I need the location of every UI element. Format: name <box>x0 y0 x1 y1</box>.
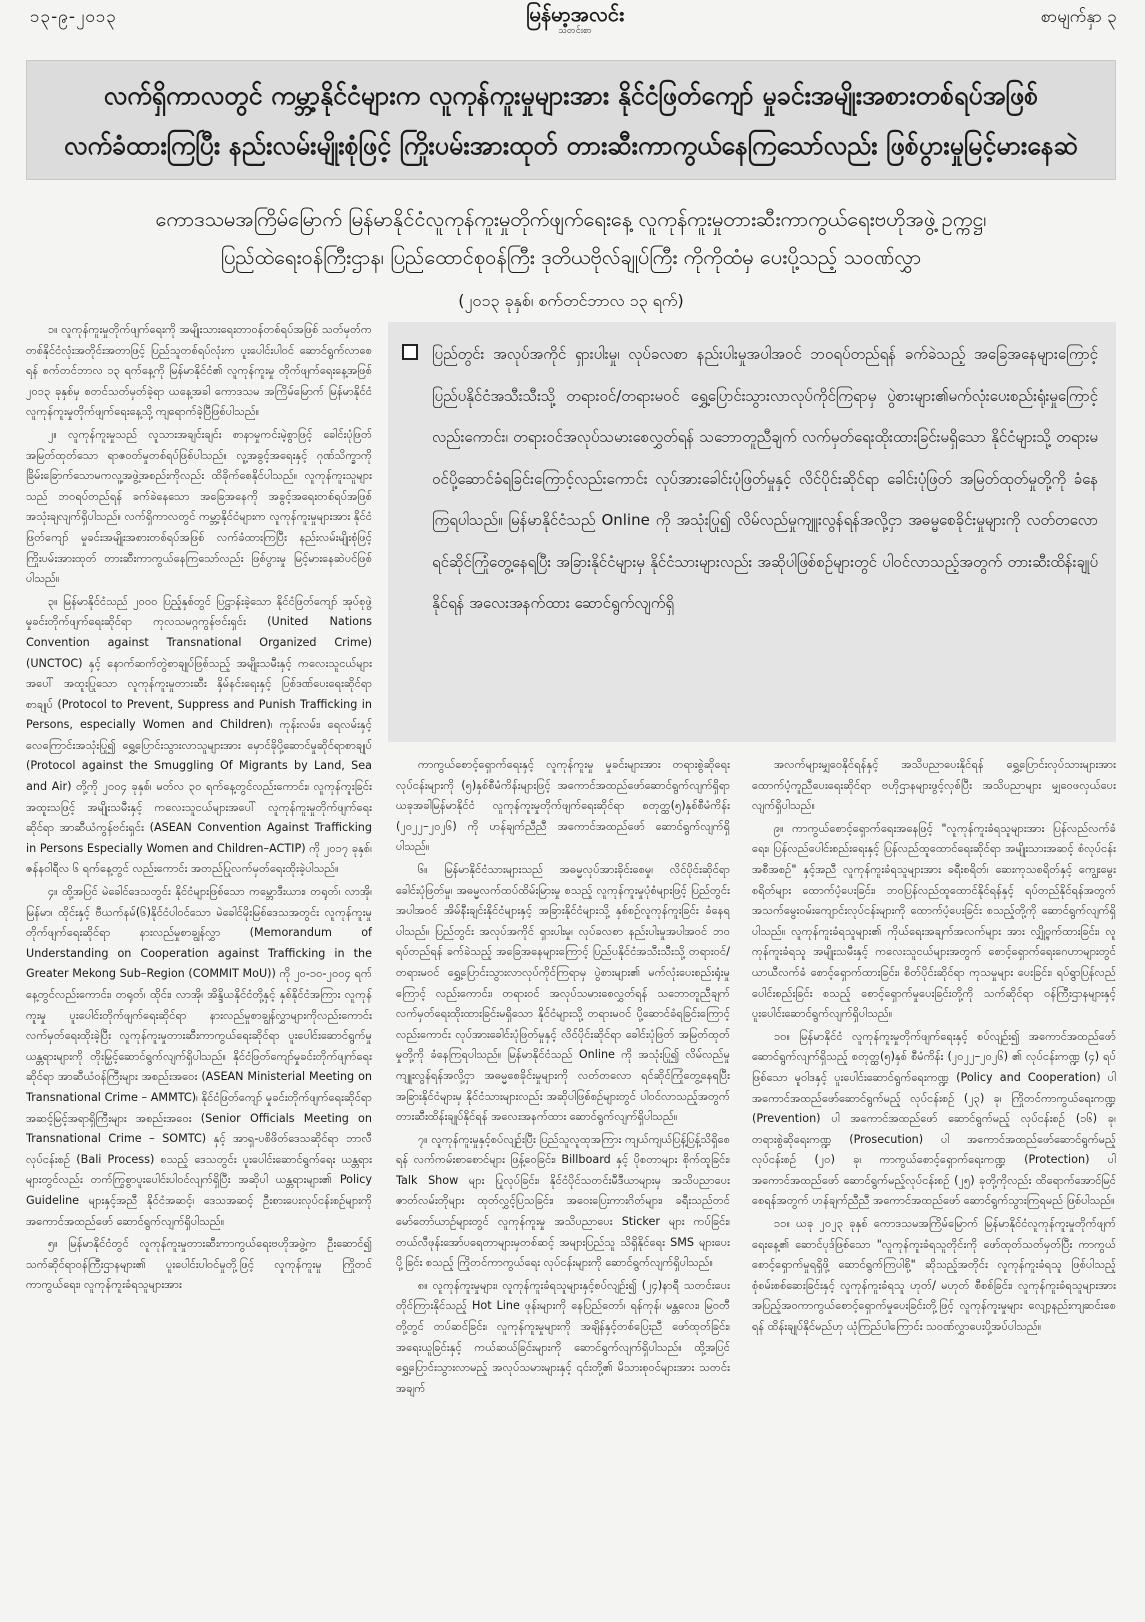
paragraph: ၇။ လူကုန်ကူးမှုနှင့်စပ်လျဉ်းပြီး ပြည်သူလူထုအကြား ကျယ်ကျယ်ပြန့်ပြန့်သိရှိစေရန် လက်ကမ်းစာစောင်များ ဖြန့်ဝေခြင်း၊ Billboard နှင့် ပိုစတာများ စိုက်ထူခြင်း၊ Talk Show များ ပြုလုပ်ခြင်း၊ နိုင်ငံပိုင်သတင်းမီဒီယာများမှ အသိပညာပေးဇာတ်လမ်းတိုများ ထုတ်လွှင့်ပြသခြင်း၊ အဝေးပြေးကားဂိတ်များ၊ ခရီးသည်တင် မော်တော်ယာဉ်များတွင် လူကုန်ကူးမှု အသိပညာပေး Sticker များ ကပ်ခြင်း၊ တယ်လီဖုန်းအော်ပရေတာများမှတစ်ဆင့် အများပြည်သူ သိရှိနိုင်ရေး SMS များပေးပို့ခြင်း စသည့် ကြိုတင်ကာကွယ်ရေး လုပ်ငန်းများကို ဆောင်ရွက်လျက်ရှိပါသည်။ <box>396 1132 730 1270</box>
article-column-1 <box>26 320 372 1610</box>
headline-line-2: လက်ခံထားကြပြီး နည်းလမ်းမျိုးစုံဖြင့် ကြိုးပမ်းအားထုတ် တားဆီးကာကွယ်နေကြသော်လည်း ဖြစ်ပွားမှုမြင့်မားနေဆဲ <box>64 131 1078 160</box>
paragraph: ၈။ လူကုန်ကူးမှုများ၊ လူကုန်ကူးခံရသူများနှင့်စပ်လျဉ်း၍ (၂၄)နာရီ သတင်းပေးတိုင်ကြားနိုင်သည့် Hot Line ဖုန်းများကို နေပြည်တော်၊ ရန်ကုန်၊ မန္တလေး၊ မြဝတီတို့တွင် တပ်ဆင်ခြင်း၊ လူကုန်ကူးမှုများကို အချိန်နှင့်တစ်ပြေးညီ ဖော်ထုတ်ခြင်း၊ အရေးယူခြင်းနှင့် ကယ်ဆယ်ခြင်းများကို ဆောင်ရွက်လျက်ရှိပါသည်။ ထို့အပြင် ရွှေ့ပြောင်းသွားလာမည့် အလုပ်သမားများနှင့် ၎င်းတို့၏ မိသားစုဝင်များအား သတင်းအချက် <box>396 1278 730 1395</box>
subheadline-line-1: ကောဒသမအကြိမ်မြောက် မြန်မာနိုင်ငံလူကုန်ကူးမှုတိုက်ဖျက်ရေးနေ့ လူကုန်ကူးမှုတားဆီးကာကွယ်ရေးဗဟိုအဖွဲ့ ဥက္ကဋ္ဌ၊ <box>155 207 987 231</box>
pull-quote-text: ပြည်တွင်း အလုပ်အကိုင် ရှားပါးမှု၊ လုပ်ခလစာ နည်းပါးမှုအပါအဝင် ဘဝရပ်တည်ရန် ခက်ခဲသည့် အခြေအနေများကြောင့် ပြည်ပနိုင်ငံအသီးသီးသို့ တရားဝင်/တရားမဝင် ရွှေ့ပြောင်းသွားလာလုပ်ကိုင်ကြရာမှ ပွဲစားများ၏မက်လုံးပေးစည်းရုံးမှုကြောင့်လည်းကောင်း၊ တရားဝင်အလုပ်သမားစေလွှတ်ရန် သဘောတူညီချက် လက်မှတ်ရေးထိုးထားခြင်းမရှိသော နိုင်ငံများသို့ တရားမဝင်ပို့ဆောင်ခံရခြင်းကြောင့်လည်းကောင်း လုပ်အားခေါင်းပုံဖြတ်မှုနှင့် လိင်ပိုင်းဆိုင်ရာ ခေါင်းပုံဖြတ် အမြတ်ထုတ်မှုတို့ကို ခံနေကြရပါသည်။ မြန်မာနိုင်ငံသည် Online ကို အသုံးပြု၍ လိမ်လည်မှုကျူးလွန်ရန်အလို့ငှာ အဓမ္မစေခိုင်းမှုများကို လတ်တလောရင်ဆိုင်ကြုံတွေ့နေရပြီး အခြားနိုင်ငံများမှ နိုင်ငံသားများလည်း အဆိုပါဖြစ်စဉ်များတွင် ပါဝင်လာသည့်အတွက် တားဆီးထိန်းချုပ်နိုင်ရန် အလေးအနက်ထား ဆောင်ရွက်လျက်ရှိ <box>432 345 1098 612</box>
issue-date: ၁၃-၉-၂၀၁၃ <box>30 7 117 27</box>
paragraph: ၅။ မြန်မာနိုင်ငံတွင် လူကုန်ကူးမှုတားဆီးကာကွယ်ရေးဗဟိုအဖွဲ့က ဦးဆောင်၍ သက်ဆိုင်ရာဝန်ကြီးဌာနများ၏ ပူးပေါင်းပါဝင်မှုတို့ဖြင့် လူကုန်ကူးမှု ကြိုတင်ကာကွယ်ရေး၊ လူကုန်ကူးခံရသူများအား <box>26 1237 372 1292</box>
paragraph: ၁၀။ မြန်မာနိုင်ငံ လူကုန်ကူးမှုတိုက်ဖျက်ရေးနှင့် စပ်လျဉ်း၍ အကောင်အထည်ဖော် ဆောင်ရွက်လျက်ရှိသည့် စတုတ္ထ(၅)နှစ် စီမံကိန်း (၂၀၂၂–၂၀၂၆) ၏ လုပ်ငန်းကဏ္ဍ (၄) ရပ်ဖြစ်သော မူဝါဒနှင့် ပူးပေါင်းဆောင်ရွက်ရေးကဏ္ဍ (Policy and Cooperation) ပါ အကောင်အထည်ဖော်ဆောင်ရွက်မည့် လုပ်ငန်းစဉ် (၂၃) ခု၊ ကြိုတင်ကာကွယ်ရေးကဏ္ဍ (Prevention) ပါ အကောင်အထည်ဖော် ဆောင်ရွက်မည့် လုပ်ငန်းစဉ် (၁၆) ခု၊ တရားစွဲဆိုရေးကဏ္ဍ (Prosecution) ပါ အကောင်အထည်ဖော်ဆောင်ရွက်မည့် လုပ်ငန်းစဉ် (၂၀) ခု၊ ကာကွယ်စောင့်ရှောက်ရေးကဏ္ဍ (Protection) ပါ အကောင်အထည်ဖော် ဆောင်ရွက်မည့်လုပ်ငန်းစဉ် (၂၅) ခုတို့ကိုလည်း ထိရောက်အောင်မြင်စေရန်အတွက် ဟန်ချက်ညီညီ အကောင်အထည်ဖော် ဆောင်ရွက်သွားကြရမည် ဖြစ်ပါသည်။ <box>752 1029 1116 1208</box>
headline-box <box>26 60 1116 180</box>
logo-subtitle: သတင်းစာ <box>558 26 592 36</box>
logo-title: မြန်မာ့အလင်း <box>525 2 625 26</box>
paragraph: အလက်များမျှဝေနိုင်ရန်နှင့် အသိပညာပေးနိုင်ရန် ရွှေ့ပြောင်းလုပ်သားများအား ထောက်ပံ့ကူညီပေးရေးဆိုင်ရာ ဗဟိုဌာနများဖွင့်လှစ်ပြီး အသိပညာများ မျှဝေဖလှယ်ပေးလျက်ရှိပါသည်။ <box>752 758 1116 813</box>
paragraph: ကာကွယ်စောင့်ရှောက်ရေးနှင့် လူကုန်ကူးမှု မှုခင်းများအား တရားစွဲဆိုရေးလုပ်ငန်းများကို (၅)နှစ်စီမံကိန်းများဖြင့် အကောင်အထည်ဖော်ဆောင်ရွက်လျက်ရှိရာ ယခုအခါမြန်မာနိုင်ငံ လူကုန်ကူးမှုတိုက်ဖျက်ရေးဆိုင်ရာ စတုတ္ထ(၅)နှစ်စီမံကိန်း (၂၀၂၂–၂၀၂၆) ကို ဟန်ချက်ညီညီ အကောင်အထည်ဖော် ဆောင်ရွက်လျက်ရှိပါသည်။ <box>396 758 730 854</box>
paragraph: ၂။ လူကုန်ကူးမှုသည် လူသားအချင်းချင်း စာနာမှုကင်းမဲ့စွာဖြင့် ခေါင်းပုံဖြတ် အမြတ်ထုတ်သော ရာဇဝတ်မှုတစ်ရပ်ဖြစ်ပါသည်။ လူ့အခွင့်အရေးနှင့် ဂုဏ်သိက္ခာကို ခြိမ်းခြောက်သောမကလူ့အဖွဲ့အစည်းကိုလည်း ထိခိုက်စေနိုင်ပါသည်။ လူကုန်ကူးသူများသည် ဘဝရပ်တည်ရန် ခက်ခဲနေသော အခြေအနေကို အခွင့်အရေးတစ်ရပ်အဖြစ် အသုံးချလျက်ရှိပါသည်။ လက်ရှိကာလတွင် ကမ္ဘာ့နိုင်ငံများက လူကုန်ကူးမှုများအား နိုင်ငံဖြတ်ကျော် မှုခင်းအမျိုးအစားတစ်ရပ်အဖြစ် လက်ခံထားကြပြီး နည်းလမ်းမျိုးစုံဖြင့် ကြိုးပမ်းအားထုတ် တားဆီးကာကွယ်နေကြသော်လည်း ဖြစ်ပွားမှု မြင့်မားနေဆဲပင်ဖြစ်ပါသည်။ <box>26 427 372 586</box>
newspaper-logo <box>520 2 630 36</box>
paragraph: ၉။ ကာကွယ်စောင့်ရှောက်ရေးအနေဖြင့် "လူကုန်ကူးခံရသူများအား ပြန်လည်လက်ခံရေး၊ ပြန်လည်ပေါင်းစည်းရေးနှင့် ပြန်လည်ထူထောင်ရေးဆိုင်ရာ အမျိုးသားအဆင့် စံလုပ်ငန်းအစီအစဉ်" နှင့်အညီ လူကုန်ကူးခံရသူများအား ခရီးစရိတ်၊ ဆေးကုသစရိတ်နှင့် ကျွေးမွေးစရိတ်များ ထောက်ပံ့ပေးခြင်း၊ ဘဝပြန်လည်ထူထောင်နိုင်ရန်နှင့် ရပ်တည်နိုင်ရန်အတွက် အသက်မွေးဝမ်းကျောင်းလုပ်ငန်းများကို ထောက်ပံ့ပေးခြင်း စသည့်တို့ကို ဆောင်ရွက်လျက်ရှိပါသည်။ လူကုန်ကူးခံရသူများ၏ ကိုယ်ရေးအချက်အလက်များ အား လျှို့ဝှက်ထားခြင်း၊ လူကုန်ကူးခံရသူ အမျိုးသမီးနှင့် ကလေးသူငယ်များအတွက် စောင့်ရှောက်ရေးဂေဟာများတွင် ယာယီလက်ခံ စောင့်ရှောက်ထားခြင်း၊ စိတ်ပိုင်းဆိုင်ရာ ကုသမှုများ ပေးခြင်း၊ ရပ်ရွာပြန်လည် ပေါင်းစည်းခြင်း စသည့် စောင့်ရှောက်မှုပေးခြင်းတို့ကို သက်ဆိုင်ရာ ဝန်ကြီးဌာနများနှင့် ပူးပေါင်းဆောင်ရွက်လျက်ရှိပါသည်။ <box>752 821 1116 1021</box>
article-column-2 <box>396 755 730 1610</box>
headline-line-1: လက်ရှိကာလတွင် ကမ္ဘာ့နိုင်ငံများက လူကုန်ကူးမှုများအား နိုင်ငံဖြတ်ကျော် မှုခင်းအမျိုးအစားတစ်ရပ်အဖြစ် <box>103 81 1039 110</box>
masthead <box>0 0 1145 40</box>
paragraph: ၆။ မြန်မာနိုင်ငံသားများသည် အဓမ္မလုပ်အားခိုင်းစေမှု၊ လိင်ပိုင်းဆိုင်ရာ ခေါင်းပုံဖြတ်မှု၊ အဓမ္မလက်ထပ်ထိမ်းမြားမှု စသည့် လူကုန်ကူးမှုပုံစံများဖြင့် ပြည်တွင်းအပါအဝင် အိမ်နီးချင်းနိုင်ငံများနှင့် အခြားနိုင်ငံများသို့ နှစ်စဉ်လူကုန်ကူးခြင်း ခံနေရပါသည်။ ပြည်တွင်း အလုပ်အကိုင် ရှားပါးမှု၊ လုပ်ခလစာ နည်းပါးမှုအပါအဝင် ဘဝရပ်တည်ရန် ခက်ခဲသည့် အခြေအနေများကြောင့် ပြည်ပနိုင်ငံအသီးသီးသို့ တရားဝင်/တရားမဝင် ရွှေ့ပြောင်းသွားလာလုပ်ကိုင်ကြရာမှ ပွဲစားများ၏ မက်လုံးပေးစည်းရုံးမှုကြောင့် လည်းကောင်း၊ တရားဝင် အလုပ်သမားစေလွှတ်ရန် သဘောတူညီချက် လက်မှတ်ရေးထိုးထားခြင်းမရှိသော နိုင်ငံများသို့ တရားမဝင် ပို့ဆောင်ခံရခြင်းကြောင့်လည်းကောင်း လုပ်အားခေါင်းပုံဖြတ်မှုနှင့် လိင်ပိုင်းဆိုင်ရာ ခေါင်းပုံဖြတ် အမြတ်ထုတ်မှုတို့ကို ခံနေကြရပါသည်။ မြန်မာနိုင်ငံသည် Online ကို အသုံးပြု၍ လိမ်လည်မှု ကျူးလွန်ရန်အလို့ငှာ အဓမ္မစေခိုင်းမှုများကို လတ်တလော ရင်ဆိုင်ကြုံတွေ့နေရပြီး အခြားနိုင်ငံများမှ နိုင်ငံသားများလည်း အဆိုပါဖြစ်စဉ်များတွင် ပါဝင်လာသည့်အတွက် တားဆီးထိန်းချုပ်နိုင်ရန် အလေးအနက်ထား ဆောင်ရွက်လျက်ရှိပါသည်။ <box>396 862 730 1124</box>
paragraph: ၁၁။ ယခု ၂၀၂၃ ခုနှစ် ကောဒသမအကြိမ်မြောက် မြန်မာနိုင်ငံလူကုန်ကူးမှုတိုက်ဖျက်ရေးနေ့၏ ဆောင်ပုဒ်ဖြစ်သော "လူကုန်ကူးခံရသူတိုင်းကို ဖော်ထုတ်သတ်မှတ်ပြီး ကာကွယ်စောင့်ရှောက်မှုရရှိဖို့ ဆောင်ရွက်ကြပါစို့" ဆိုသည့်အတိုင်း လူကုန်ကူးခံရသူ ဖြစ်ပါသည့် စုံစမ်းစစ်ဆေးခြင်းနှင့် လူကုန်ကူးခံရသူ ဟုတ်/ မဟုတ် စီစစ်ခြင်း၊ လူကုန်ကူးခံရသူများအား အပြည့်အဝကာကွယ်စောင့်ရှောက်မှုပေးခြင်းတို့ဖြင့် လူကုန်ကူးမှုများ လျော့နည်းကျဆင်းစေရန် ထိန်းချုပ်နိုင်မည်ဟု ယုံကြည်ပါကြောင်း သဝဏ်လွှာပေးပို့အပ်ပါသည်။ <box>752 1217 1116 1334</box>
checkbox-bullet-icon <box>402 344 418 360</box>
paragraph: ၄။ ထို့အပြင် မဲခေါင်ဒေသတွင်း နိုင်ငံများဖြစ်သော ကမ္ဘောဒီးယား၊ တရုတ်၊ လာအို၊ မြန်မာ၊ ထိုင်းနှင့် ဗီယက်နမ်(၆)နိုင်ငံပါဝင်သော မဲခေါင်မိုးမြစ်ဒေသအတွင်း လူကုန်ကူးမှုတိုက်ဖျက်ရေးဆိုင်ရာ နားလည်မှုစာချွန်လွှာ (Memorandum of Understanding on Cooperation against Trafficking in the Greater Mekong Sub–Region (COMMIT MoU)) ကို ၂၀-၁၀-၂၀၀၄ ရက်နေ့တွင်လည်းကောင်း၊ တရုတ်၊ ထိုင်း၊ လာအို၊ အိန္ဒိယနိုင်ငံတို့နှင့် နှစ်နိုင်ငံအကြား လူကုန်ကူးမှု ပူးပေါင်းတိုက်ဖျက်ရေးဆိုင်ရာ နားလည်မှုစာချွန်လွှာများကိုလည်းကောင်း လက်မှတ်ရေးထိုးခဲ့ပြီး လူကုန်ကူးမှုတားဆီးကာကွယ်ရေးဆိုင်ရာ ပူးပေါင်းဆောင်ရွက်မှု ယန္တရားများကို တိုးမြှင့်ဆောင်ရွက်လျက်ရှိပါသည်။ နိုင်ငံဖြတ်ကျော်မှုခင်းတိုက်ဖျက်ရေးဆိုင်ရာ အာဆီယံဝန်ကြီးများ အစည်းအဝေး (ASEAN Ministerial Meeting on Transnational Crime – AMMTC)၊ နိုင်ငံဖြတ်ကျော် မှုခင်းတိုက်ဖျက်ရေးဆိုင်ရာ အဆင့်မြင့်အရာရှိကြီးများ အစည်းအဝေး (Senior Officials Meeting on Transnational Crime – SOMTC) နှင့် အာရှ-ပစိဖိတ်ဒေသဆိုင်ရာ ဘာလီလုပ်ငန်းစဉ် (Bali Process) စသည့် ဒေသတွင်း ပူးပေါင်းဆောင်ရွက်ရေး ယန္တရားများတွင်လည်း တက်ကြွစွာပူးပေါင်းပါဝင်လျက်ရှိပြီး အဆိုပါ ယန္တရားများ၏ Policy Guideline များနှင့်အညီ နိုင်ငံအဆင့်၊ ဒေသအဆင့် ဦးစားပေးလုပ်ငန်းစဉ်များကို အကောင်အထည်ဖော် ဆောင်ရွက်လျက်ရှိပါသည်။ <box>26 885 372 1228</box>
article-column-3 <box>752 755 1116 1610</box>
paragraph: ၁။ လူကုန်ကူးမှုတိုက်ဖျက်ရေးကို အမျိုးသားရေးတာဝန်တစ်ရပ်အဖြစ် သတ်မှတ်က တစ်နိုင်ငံလုံးအတိုင်းအတာဖြင့် ပြည်သူတစ်ရပ်လုံးက ပူးပေါင်းပါဝင် ဆောင်ရွက်လာစေရန် စက်တင်ဘာလ ၁၃ ရက်နေ့ကို မြန်မာနိုင်ငံ၏ လူကုန်ကူးမှု တိုက်ဖျက်ရေးနေ့အဖြစ် ၂၀၁၃ ခုနှစ်မှ စတင်သတ်မှတ်ခဲ့ရာ ယနေ့အခါ ကောဒသမ အကြိမ်မြောက် မြန်မာနိုင်ငံလူကုန်ကူးမှုတိုက်ဖျက်ရေးနေ့သို့ ကျရောက်ခဲ့ပြီဖြစ်ပါသည်။ <box>26 323 372 419</box>
page-number: စာမျက်နှာ ၃ <box>1040 7 1117 27</box>
subheadline-line-2: ပြည်ထဲရေးဝန်ကြီးဌာန၊ ပြည်ထောင်စုဝန်ကြီး ဒုတိယဗိုလ်ချုပ်ကြီး ကိုကိုထံမှ ပေးပို့သည့် သဝဏ်လွှာ <box>220 245 922 269</box>
paragraph: ၃။ မြန်မာနိုင်ငံသည် ၂၀၀၀ ပြည့်နှစ်တွင် ပြဋ္ဌာန်းခဲ့သော နိုင်ငံဖြတ်ကျော် အုပ်စုဖွဲ့မှုခင်းတိုက်ဖျက်ရေးဆိုင်ရာ ကုလသမဂ္ဂကွန်ဗင်းရှင်း (United Nations Convention against Transnational Organized Crime) (UNCTOC) နှင့် နောက်ဆက်တွဲစာချုပ်ဖြစ်သည့် အမျိုးသမီးနှင့် ကလေးသူငယ်များအပေါ် အထူးပြုသော လူကုန်ကူးမှုတားဆီး နှိမ်နင်းရေးနှင့် ပြစ်ဒဏ်ပေးရေးဆိုင်ရာစာချုပ် (Protocol to Prevent, Suppress and Punish Trafficking in Persons, especially Women and Children)၊ ကုန်းလမ်း၊ ရေလမ်းနှင့် လေကြောင်းအသုံးပြု၍ ရွှေ့ပြောင်းသွားလာသူများအား မှောင်ခိုပို့ဆောင်မှုဆိုင်ရာစာချုပ် (Protocol against the Smuggling Of Migrants by Land, Sea and Air) တို့ကို ၂၀၀၄ ခုနှစ်၊ မတ်လ ၃၀ ရက်နေ့တွင်လည်းကောင်း၊ လူကုန်ကူးခြင်း အထူးသဖြင့် အမျိုးသမီးနှင့် ကလေးသူငယ်များအပေါ် လူကုန်ကူးမှုတိုက်ဖျက်ရေးဆိုင်ရာ အာဆီယံကွန်ဗင်းရှင်း (ASEAN Convention Against Trafficking in Persons Especially Women and Children–ACTIP) ကို ၂၀၁၇ ခုနှစ်၊ ဇန်နဝါရီလ ၆ ရက်နေ့တွင် လည်းကောင်း အတည်ပြုလက်မှတ်ရေးထိုးခဲ့ပါသည်။ <box>26 594 372 876</box>
subheadline <box>26 200 1116 276</box>
dateline: (၂၀၁၃ ခုနှစ်၊ စက်တင်ဘာလ ၁၃ ရက်) <box>458 291 684 310</box>
pull-quote-box <box>388 322 1116 742</box>
